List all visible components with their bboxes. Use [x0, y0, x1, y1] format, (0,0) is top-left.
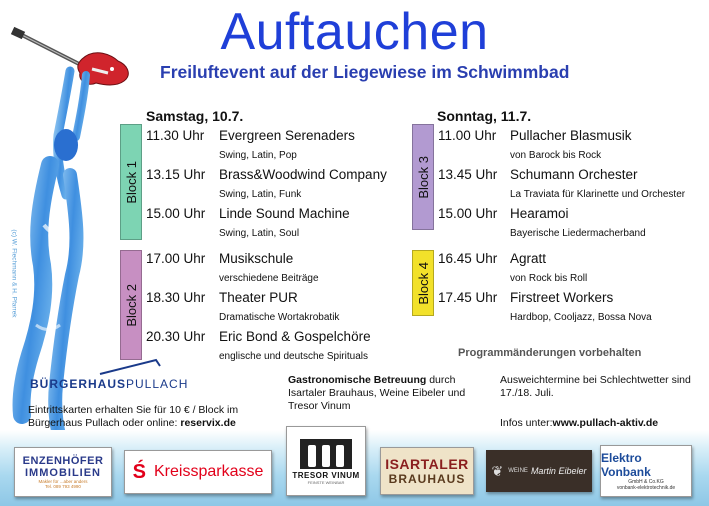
event-desc: Swing, Latin, Pop	[219, 150, 297, 161]
event-time: 15.00 Uhr	[146, 206, 206, 221]
event-desc: von Barock bis Rock	[510, 150, 602, 161]
sponsor-enzenhoefer[interactable]: ENZENHÖFER IMMOBILIEN Makler für ...aber anders Tel. 089 793 4990	[14, 447, 112, 497]
sponsor-kreissparkasse[interactable]: Ś Kreissparkasse	[124, 450, 272, 494]
event-time: 17.45 Uhr	[438, 290, 498, 305]
event-desc: verschiedene Beiträge	[219, 273, 319, 284]
event-desc: Swing, Latin, Soul	[219, 228, 300, 239]
event-time: 20.30 Uhr	[146, 329, 206, 344]
sponsor-isartaler-brauhaus[interactable]: ISARTALER BRAUHAUS	[380, 447, 474, 495]
copyright-note: (c) W. Flechmann & H. Pfarrek	[10, 229, 18, 318]
wine-bottles-icon	[298, 437, 354, 471]
program-notice: Programmänderungen vorbehalten	[458, 347, 642, 359]
event-time: 15.00 Uhr	[438, 206, 498, 221]
event-title: Auftauchen	[220, 3, 489, 61]
event-act: Evergreen Serenaders	[219, 128, 355, 143]
sparkasse-logo-icon: Ś	[132, 460, 146, 483]
event-act: Eric Bond & Gospelchöre	[219, 329, 371, 344]
event-act: Theater PUR	[219, 290, 298, 305]
sponsor-elektro-vonbank[interactable]: Elektro Vonbank GmbH & Co.KG vonbank-elektrotechnik.de	[600, 445, 692, 497]
event-act: Brass&Woodwind Company	[219, 167, 387, 182]
event-act: Hearamoi	[510, 206, 569, 221]
buergerhaus-roof-icon	[96, 356, 166, 378]
event-act: Firstreet Workers	[510, 290, 614, 305]
event-act: Linde Sound Machine	[219, 206, 350, 221]
weather-info: Ausweichtermine bei Schlechtwetter sind 17./18. Juli.	[500, 374, 691, 399]
block-3-label: Block 3	[412, 124, 434, 230]
event-subtitle: Freiluftevent auf der Liegewiese im Schwimmbad	[160, 62, 570, 82]
block-4-label: Block 4	[412, 250, 434, 316]
event-time: 11.30 Uhr	[146, 128, 205, 143]
event-desc: englische und deutsche Spirituals	[219, 351, 368, 362]
day-heading-sunday: Sonntag, 11.7.	[437, 108, 532, 124]
event-act: Agratt	[510, 251, 547, 266]
grape-icon: ❦	[491, 462, 504, 479]
buergerhaus-logo: BÜRGERHAUSPULLACH	[30, 377, 189, 391]
event-desc: Bayerische Liedermacherband	[510, 228, 646, 239]
event-time: 17.00 Uhr	[146, 251, 206, 266]
event-act: Musikschule	[219, 251, 294, 266]
event-time: 11.00 Uhr	[438, 128, 497, 143]
reservix-link[interactable]: reservix.de	[180, 417, 236, 429]
block-2-label: Block 2	[120, 250, 142, 360]
event-desc: Swing, Latin, Funk	[219, 189, 302, 200]
event-desc: Hardbop, Cooljazz, Bossa Nova	[510, 312, 652, 323]
event-desc: von Rock bis Roll	[510, 273, 588, 284]
event-desc: La Traviata für Klarinette und Orchester	[510, 189, 686, 200]
day-heading-saturday: Samstag, 10.7.	[146, 108, 244, 124]
ticket-info: Eintrittskarten erhalten Sie für 10 € / Block im Bürgerhaus Pullach oder online: reservix.de	[28, 404, 239, 429]
event-time: 13.15 Uhr	[146, 167, 206, 182]
event-time: 13.45 Uhr	[438, 167, 498, 182]
event-desc: Dramatische Wortakrobatik	[219, 312, 340, 323]
sponsor-tresor-vinum[interactable]: TRESOR VINUM FEINSTE WEINBAR	[286, 426, 366, 496]
sponsor-weine-eibeler[interactable]: ❦ WEINE Martin Eibeler	[486, 450, 592, 492]
event-time: 18.30 Uhr	[146, 290, 206, 305]
website-link[interactable]: www.pullach-aktiv.de	[552, 417, 659, 429]
infos-line: Infos unter:www.pullach-aktiv.de	[500, 417, 659, 429]
event-act: Schumann Orchester	[510, 167, 638, 182]
event-act: Pullacher Blasmusik	[510, 128, 632, 143]
block-1-label: Block 1	[120, 124, 142, 240]
event-time: 16.45 Uhr	[438, 251, 498, 266]
gastro-info: Gastronomische Betreuung durch Isartaler Brauhaus, Weine Eibeler und Tresor Vinum	[288, 374, 466, 412]
